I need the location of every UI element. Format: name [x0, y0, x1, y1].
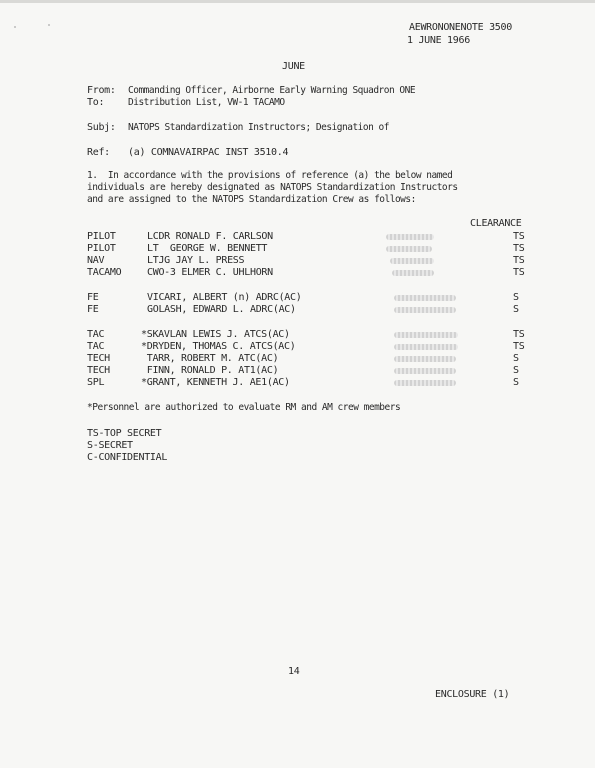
- row-name: *DRYDEN, THOMAS C. ATCS(AC): [141, 341, 296, 352]
- redaction-mark: [386, 246, 432, 252]
- redaction-mark: [386, 234, 434, 240]
- row-name: LT GEORGE W. BENNETT: [147, 243, 268, 254]
- row-position: PILOT: [87, 231, 116, 242]
- note-date: 1 JUNE 1966: [407, 35, 470, 46]
- row-clearance: TS: [513, 243, 525, 254]
- row-name: *GRANT, KENNETH J. AE1(AC): [141, 377, 290, 388]
- row-clearance: TS: [513, 255, 525, 266]
- row-position: FE: [87, 304, 99, 315]
- redaction-mark: [394, 380, 456, 386]
- note-id: AEWRONONENOTE 3500: [409, 22, 512, 33]
- row-clearance: S: [513, 365, 519, 376]
- paragraph-line: and are assigned to the NATOPS Standardization Crew as follows:: [87, 194, 416, 205]
- legend-item: TS-TOP SECRET: [87, 428, 162, 439]
- row-position: TAC: [87, 341, 105, 352]
- row-position: TAC: [87, 329, 105, 340]
- redaction-mark: [394, 344, 458, 350]
- redaction-mark: [394, 368, 456, 374]
- to-value: Distribution List, VW-1 TACAMO: [128, 97, 285, 108]
- row-clearance: TS: [513, 231, 525, 242]
- scan-speck: [48, 24, 50, 26]
- row-position: PILOT: [87, 243, 116, 254]
- subject-label: Subj:: [87, 122, 116, 133]
- redaction-mark: [394, 307, 456, 313]
- legend-item: C-CONFIDENTIAL: [87, 452, 168, 463]
- subject-value: NATOPS Standardization Instructors; Designation of: [128, 122, 389, 133]
- row-clearance: S: [513, 377, 519, 388]
- row-position: SPL: [87, 377, 105, 388]
- row-clearance: TS: [513, 267, 525, 278]
- row-name: VICARI, ALBERT (n) ADRC(AC): [147, 292, 302, 303]
- clearance-header: CLEARANCE: [470, 218, 522, 229]
- paragraph-line: 1. In accordance with the provisions of reference (a) the below named: [87, 170, 453, 181]
- row-name: LTJG JAY L. PRESS: [147, 255, 245, 266]
- row-clearance: TS: [513, 329, 525, 340]
- redaction-mark: [394, 332, 458, 338]
- row-name: FINN, RONALD P. AT1(AC): [141, 365, 279, 376]
- to-label: To:: [87, 97, 105, 108]
- redaction-mark: [394, 356, 456, 362]
- redaction-mark: [390, 258, 434, 264]
- row-position: NAV: [87, 255, 105, 266]
- from-value: Commanding Officer, Airborne Early Warning Squadron ONE: [128, 85, 416, 96]
- enclosure-label: ENCLOSURE (1): [435, 689, 510, 700]
- redaction-mark: [394, 295, 456, 301]
- footnote: *Personnel are authorized to evaluate RM and AM crew members: [87, 402, 401, 413]
- paragraph-line: individuals are hereby designated as NATOPS Standardization Instructors: [87, 182, 458, 193]
- scan-speck: [14, 26, 16, 28]
- row-position: TACAMO: [87, 267, 122, 278]
- row-position: TECH: [87, 365, 110, 376]
- row-position: TECH: [87, 353, 110, 364]
- row-name: TARR, ROBERT M. ATC(AC): [141, 353, 279, 364]
- from-label: From:: [87, 85, 116, 96]
- page-number: 14: [288, 666, 300, 677]
- redaction-mark: [392, 270, 434, 276]
- month-heading: JUNE: [282, 61, 305, 72]
- reference-value: (a) COMNAVAIRPAC INST 3510.4: [128, 147, 289, 158]
- row-name: GOLASH, EDWARD L. ADRC(AC): [147, 304, 296, 315]
- legend-item: S-SECRET: [87, 440, 133, 451]
- row-name: LCDR RONALD F. CARLSON: [147, 231, 273, 242]
- row-clearance: S: [513, 304, 519, 315]
- reference-label: Ref:: [87, 147, 110, 158]
- row-position: FE: [87, 292, 99, 303]
- scan-edge: [0, 0, 595, 3]
- row-name: *SKAVLAN LEWIS J. ATCS(AC): [141, 329, 290, 340]
- row-clearance: TS: [513, 341, 525, 352]
- row-name: CWO-3 ELMER C. UHLHORN: [147, 267, 273, 278]
- row-clearance: S: [513, 353, 519, 364]
- row-clearance: S: [513, 292, 519, 303]
